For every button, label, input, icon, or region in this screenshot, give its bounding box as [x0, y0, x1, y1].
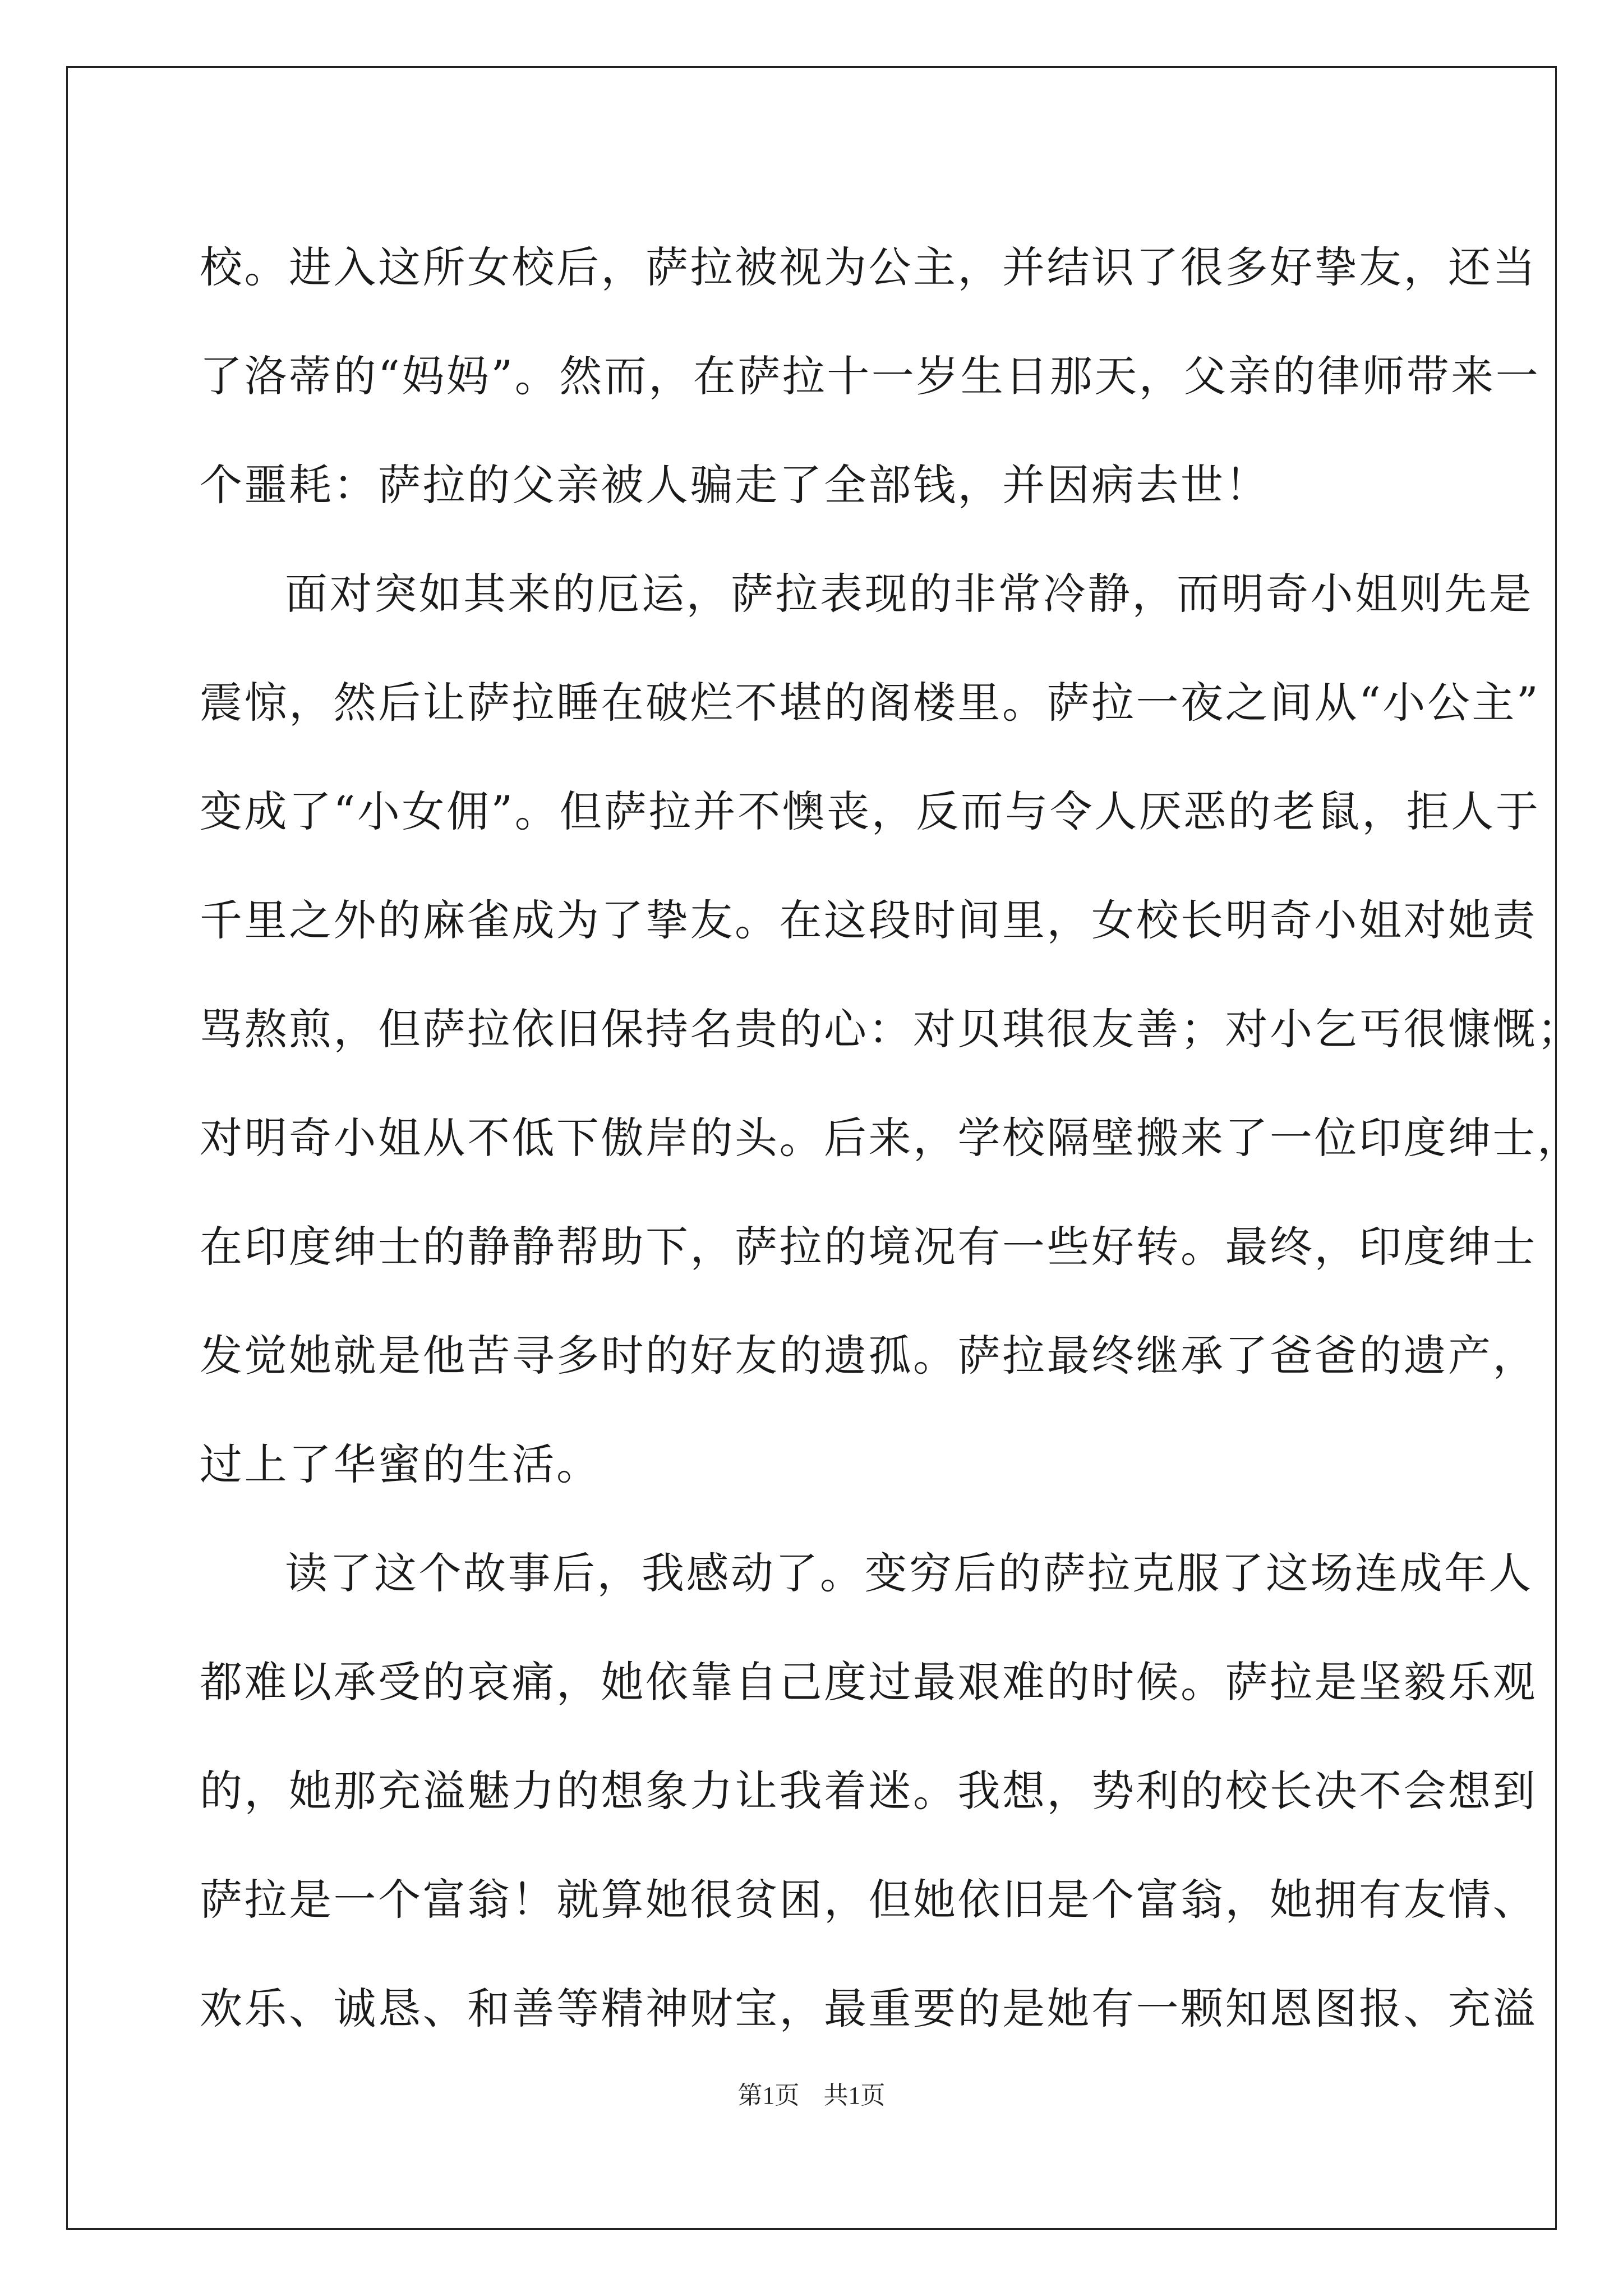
text-line: 千里之外的麻雀成为了挚友。在这段时间里，女校长明奇小姐对她责: [200, 895, 1537, 945]
text-line: 过上了华蜜的生活。: [200, 1439, 601, 1489]
paragraph-3: [200, 1519, 1537, 2063]
text-line: 对明奇小姐从不低下傲岸的头。后来，学校隔壁搬来了一位印度绅士，: [200, 1113, 1582, 1163]
paragraph-1: [200, 213, 1541, 540]
page-footer: [0, 2079, 1623, 2113]
document-body: [200, 213, 1582, 2063]
page-total: 共1页: [823, 2082, 886, 2109]
text-line: 发觉她就是他苦寻多时的好友的遗孤。萨拉最终继承了爸爸的遗产，: [200, 1331, 1537, 1381]
text-line: 在印度绅士的静静帮助下，萨拉的境况有一些好转。最终，印度绅士: [200, 1222, 1537, 1272]
text-line: 欢乐、诚恳、和善等精神财宝，最重要的是她有一颗知恩图报、充溢: [200, 1984, 1537, 2033]
text-line: 校。进入这所女校后，萨拉被视为公主，并结识了很多好挚友，还当: [200, 242, 1537, 292]
text-line: 了洛蒂的“妈妈”。然而，在萨拉十一岁生日那天，父亲的律师带来一: [200, 351, 1541, 401]
text-line: 骂熬煎，但萨拉依旧保持名贵的心：对贝琪很友善；对小乞丐很慷慨；: [200, 1004, 1582, 1054]
text-line: 的，她那充溢魅力的想象力让我着迷。我想，势利的校长决不会想到: [200, 1766, 1537, 1816]
text-line: 读了这个故事后，我感动了。变穷后的萨拉克服了这场连成年人: [285, 1548, 1533, 1598]
page-number: 第1页: [737, 2082, 800, 2109]
text-line: 变成了“小女佣”。但萨拉并不懊丧，反而与令人厌恶的老鼠，拒人于: [200, 786, 1541, 836]
text-line: 面对突如其来的厄运，萨拉表现的非常冷静，而明奇小姐则先是: [285, 569, 1533, 619]
text-line: 个噩耗：萨拉的父亲被人骗走了全部钱，并因病去世！: [200, 460, 1270, 510]
text-line: 震惊，然后让萨拉睡在破烂不堪的阁楼里。萨拉一夜之间从“小公主”: [200, 678, 1541, 728]
text-line: 萨拉是一个富翁！就算她很贫困，但她依旧是个富翁，她拥有友情、: [200, 1875, 1537, 1925]
text-line: 都难以承受的哀痛，她依靠自己度过最艰难的时候。萨拉是坚毅乐观: [200, 1657, 1537, 1707]
paragraph-2: [200, 540, 1582, 1519]
